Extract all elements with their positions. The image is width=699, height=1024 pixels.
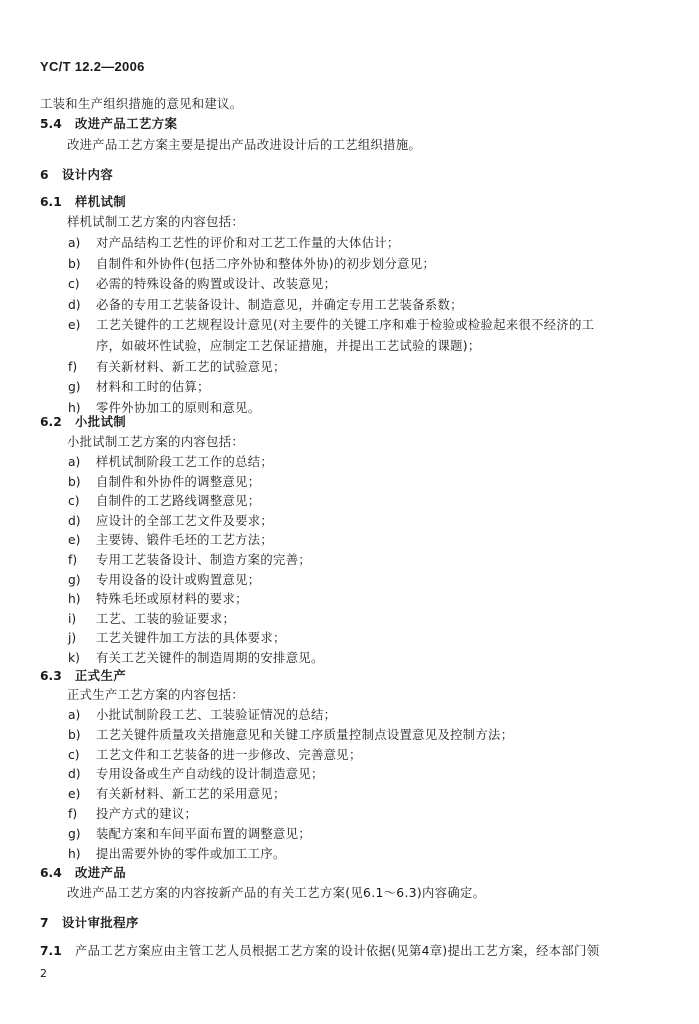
list-item-marker: e): [68, 533, 81, 548]
list-item-text: 工艺关键件加工方法的具体要求；: [96, 631, 286, 646]
list-item-text: 自制件的工艺路线调整意见；: [96, 494, 261, 509]
standard-number-header: YC/T 12.2—2006: [40, 59, 145, 74]
list-item-text: 装配方案和车间平面布置的调整意见；: [96, 826, 311, 841]
section-number-6-3: 6.3: [40, 669, 62, 683]
list-item-marker: c): [68, 494, 80, 509]
list-item-text: 工艺、工装的验证要求；: [96, 611, 236, 626]
list-item-marker: b): [68, 256, 81, 271]
section-number-6-4: 6.4: [40, 866, 62, 880]
list-item-text: 专用设备的设计或购置意见；: [96, 572, 261, 587]
list-item-marker: e): [68, 787, 81, 802]
list-item-text: 材料和工时的估算；: [96, 380, 210, 395]
section-number-6-1: 6.1: [40, 195, 62, 209]
list-item-text: 样机试制阶段工艺工作的总结；: [96, 455, 274, 469]
section-title-6: 设计内容: [62, 168, 114, 182]
list-item-text: 有关工艺关键件的制造周期的安排意见。: [96, 651, 324, 665]
list-item-marker: h): [68, 846, 81, 861]
section-title-6-2: 小批试制: [75, 415, 127, 429]
list-item-text: 序，如破坏性试验，应制定工艺保证措施，并提出工艺试验的课题)；: [96, 339, 481, 353]
section-number-6: 6: [40, 168, 49, 182]
section-number-7-1: 7.1: [40, 944, 62, 958]
list-item-marker: d): [68, 513, 81, 528]
list-item-text: 应设计的全部工艺文件及要求；: [96, 513, 274, 528]
list-item-text: 对产品结构工艺性的评价和对工艺工作量的大体估计；: [96, 236, 400, 250]
list-item-text: 专用工艺装备设计、制造方案的完善；: [96, 553, 311, 567]
list-item-marker: d): [68, 297, 81, 312]
list-item-marker: a): [68, 708, 81, 722]
list-item-marker: b): [68, 474, 81, 489]
list-item-marker: f): [68, 553, 78, 567]
list-item-marker: f): [68, 359, 78, 374]
list-item-text: 小批试制阶段工艺、工装验证情况的总结；: [96, 708, 337, 722]
list-item-marker: g): [68, 826, 81, 841]
list-item-marker: g): [68, 380, 81, 395]
section-number-6-2: 6.2: [40, 415, 62, 429]
list-item-marker: j): [68, 631, 77, 646]
list-item-text: 有关新材料、新工艺的采用意见；: [96, 787, 286, 802]
list-item-marker: i): [68, 611, 77, 626]
list-item-text: 有关新材料、新工艺的试验意见；: [96, 359, 286, 374]
list-item-marker: a): [68, 236, 81, 250]
list-item-text: 工艺文件和工艺装备的进一步修改、完善意见；: [96, 747, 362, 762]
list-item-marker: d): [68, 767, 81, 782]
list-item-text: 提出需要外协的零件或加工工序。: [96, 846, 286, 861]
page-number: 2: [40, 967, 47, 980]
section-intro-6-1: 样机试制工艺方案的内容包括：: [67, 215, 245, 229]
list-item-text: 必备的专用工艺装备设计、制造意见，并确定专用工艺装备系数；: [96, 297, 463, 312]
section-body-6-4: 改进产品工艺方案的内容按新产品的有关工艺方案(见6.1～6.3)内容确定。: [67, 886, 486, 900]
list-item-text: 专用设备或生产自动线的设计制造意见；: [96, 767, 324, 782]
list-item-marker: b): [68, 727, 81, 742]
list-item-marker: f): [68, 807, 78, 821]
list-item-marker: k): [68, 651, 80, 665]
section-number-5-4: 5.4: [40, 117, 62, 131]
list-item-text: 必需的特殊设备的购置或设计、改装意见；: [96, 277, 337, 292]
list-item-text: 零件外协加工的原则和意见。: [96, 400, 261, 415]
list-item-text: 主要铸、锻件毛坯的工艺方法；: [96, 533, 274, 548]
section-intro-6-3: 正式生产工艺方案的内容包括：: [67, 688, 245, 702]
list-item-text: 自制件和外协件(包括二序外协和整体外协)的初步划分意见；: [96, 256, 436, 271]
list-item-marker: a): [68, 455, 81, 469]
section-title-6-3: 正式生产: [75, 669, 127, 683]
list-item-marker: g): [68, 572, 81, 587]
list-item-marker: c): [68, 747, 80, 762]
section-body-5-4: 改进产品工艺方案主要是提出产品改进设计后的工艺组织措施。: [67, 138, 422, 152]
section-intro-6-2: 小批试制工艺方案的内容包括：: [67, 435, 245, 449]
list-item-text: 工艺关键件质量攻关措施意见和关键工序质量控制点设置意见及控制方法；: [96, 727, 514, 742]
list-item-text: 自制件和外协件的调整意见；: [96, 474, 261, 489]
section-body-7-1: 产品工艺方案应由主管工艺人员根据工艺方案的设计依据(见第4章)提出工艺方案，经本部门领: [75, 944, 600, 958]
section-number-7: 7: [40, 916, 49, 930]
list-item-text: 特殊毛坯或原材料的要求；: [96, 592, 248, 607]
section-title-6-4: 改进产品: [75, 866, 127, 880]
list-item-marker: c): [68, 277, 80, 292]
section-title-5-4: 改进产品工艺方案: [75, 117, 178, 131]
list-item-marker: e): [68, 318, 81, 333]
list-item-text: 投产方式的建议；: [96, 807, 198, 821]
section-title-7: 设计审批程序: [62, 916, 139, 930]
continuation-line: 工装和生产组织措施的意见和建议。: [40, 97, 243, 111]
list-item-text: 工艺关键件的工艺规程设计意见(对主要件的关键工序和难于检验或检验起来很不经济的工: [96, 318, 595, 333]
section-title-6-1: 样机试制: [75, 195, 127, 209]
list-item-marker: h): [68, 400, 81, 415]
list-item-marker: h): [68, 592, 81, 607]
